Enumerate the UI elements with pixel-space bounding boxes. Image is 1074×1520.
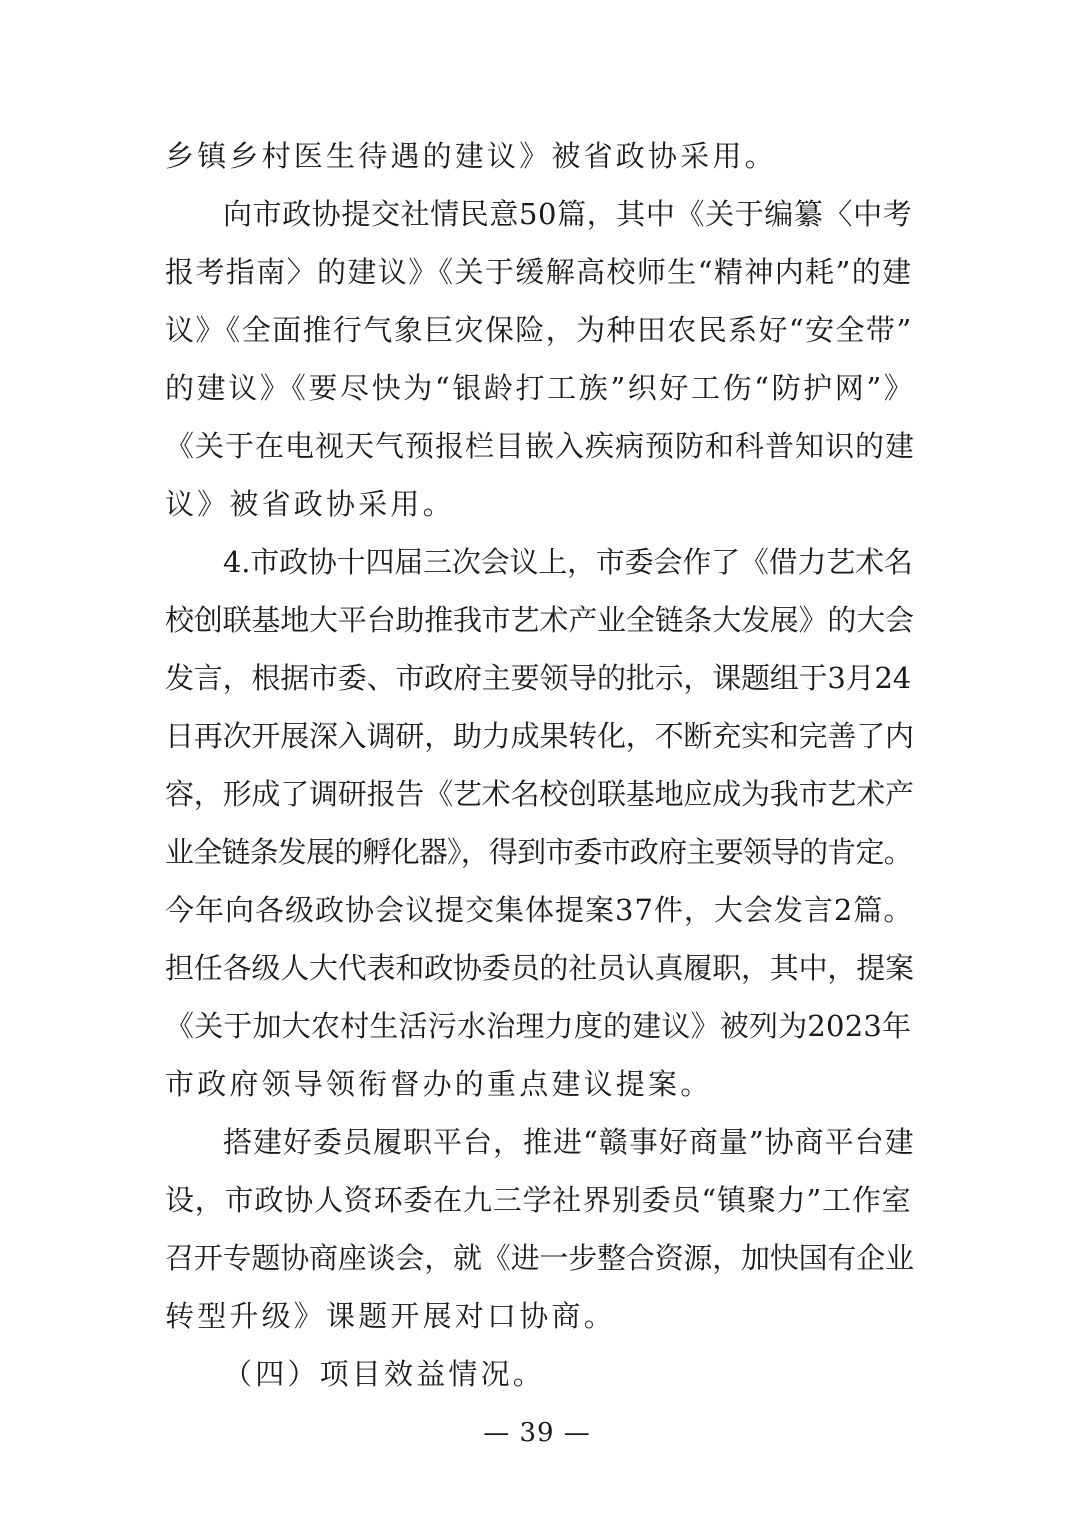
text-line: 报考指南〉的建议》《关于缓解高校师生“精神内耗”的建 <box>165 255 913 289</box>
text-line: 市政府领导领衔督办的重点建议提案。 <box>165 1067 713 1101</box>
section-heading: （四）项目效益情况。 <box>223 1357 546 1391</box>
paragraph-first-line: 搭建好委员履职平台，推进“赣事好商量”协商平台建 <box>223 1125 915 1159</box>
paragraph-first-line: 向市政协提交社情民意50篇，其中《关于编纂〈中考 <box>223 197 913 231</box>
paragraph-first-line: 4.市政协十四届三次会议上，市委会作了《借力艺术名 <box>223 545 913 579</box>
text-line: 召开专题协商座谈会，就《进一步整合资源，加快国有企业 <box>165 1241 914 1275</box>
text-line: 的建议》《要尽快为“银龄打工族”织好工伤“防护网”》 <box>165 371 916 405</box>
text-line: 容，形成了调研报告《艺术名校创联基地应成为我市艺术产 <box>165 777 914 811</box>
text-line: 担任各级人大代表和政协委员的社员认真履职，其中，提案 <box>165 951 914 985</box>
text-line: 乡镇乡村医生待遇的建议》被省政协采用。 <box>165 139 777 173</box>
text-line: 业全链条发展的孵化器》，得到市委市政府主要领导的肯定。 <box>165 835 912 869</box>
text-line: 转型升级》课题开展对口协商。 <box>165 1299 616 1333</box>
text-line: 《关于加大农村生活污水治理力度的建议》被列为2023年 <box>165 1009 912 1043</box>
text-line: 议》被省政协采用。 <box>165 487 455 521</box>
text-line: 议》《全面推行气象巨灾保险，为种田农民系好“安全带” <box>165 313 913 347</box>
text-line: 日再次开展深入调研，助力成果转化，不断充实和完善了内 <box>165 719 914 753</box>
text-line: 发言，根据市委、市政府主要领导的批示，课题组于3月24 <box>165 661 911 695</box>
text-line: 今年向各级政协会议提交集体提案37件，大会发言2篇。 <box>165 893 914 927</box>
page-number: — 39 — <box>483 1418 591 1448</box>
text-line: 《关于在电视天气预报栏目嵌入疾病预防和科普知识的建 <box>165 429 916 463</box>
text-line: 设，市政协人资环委在九三学社界别委员“镇聚力”工作室 <box>165 1183 912 1217</box>
text-line: 校创联基地大平台助推我市艺术产业全链条大发展》的大会 <box>165 603 914 637</box>
